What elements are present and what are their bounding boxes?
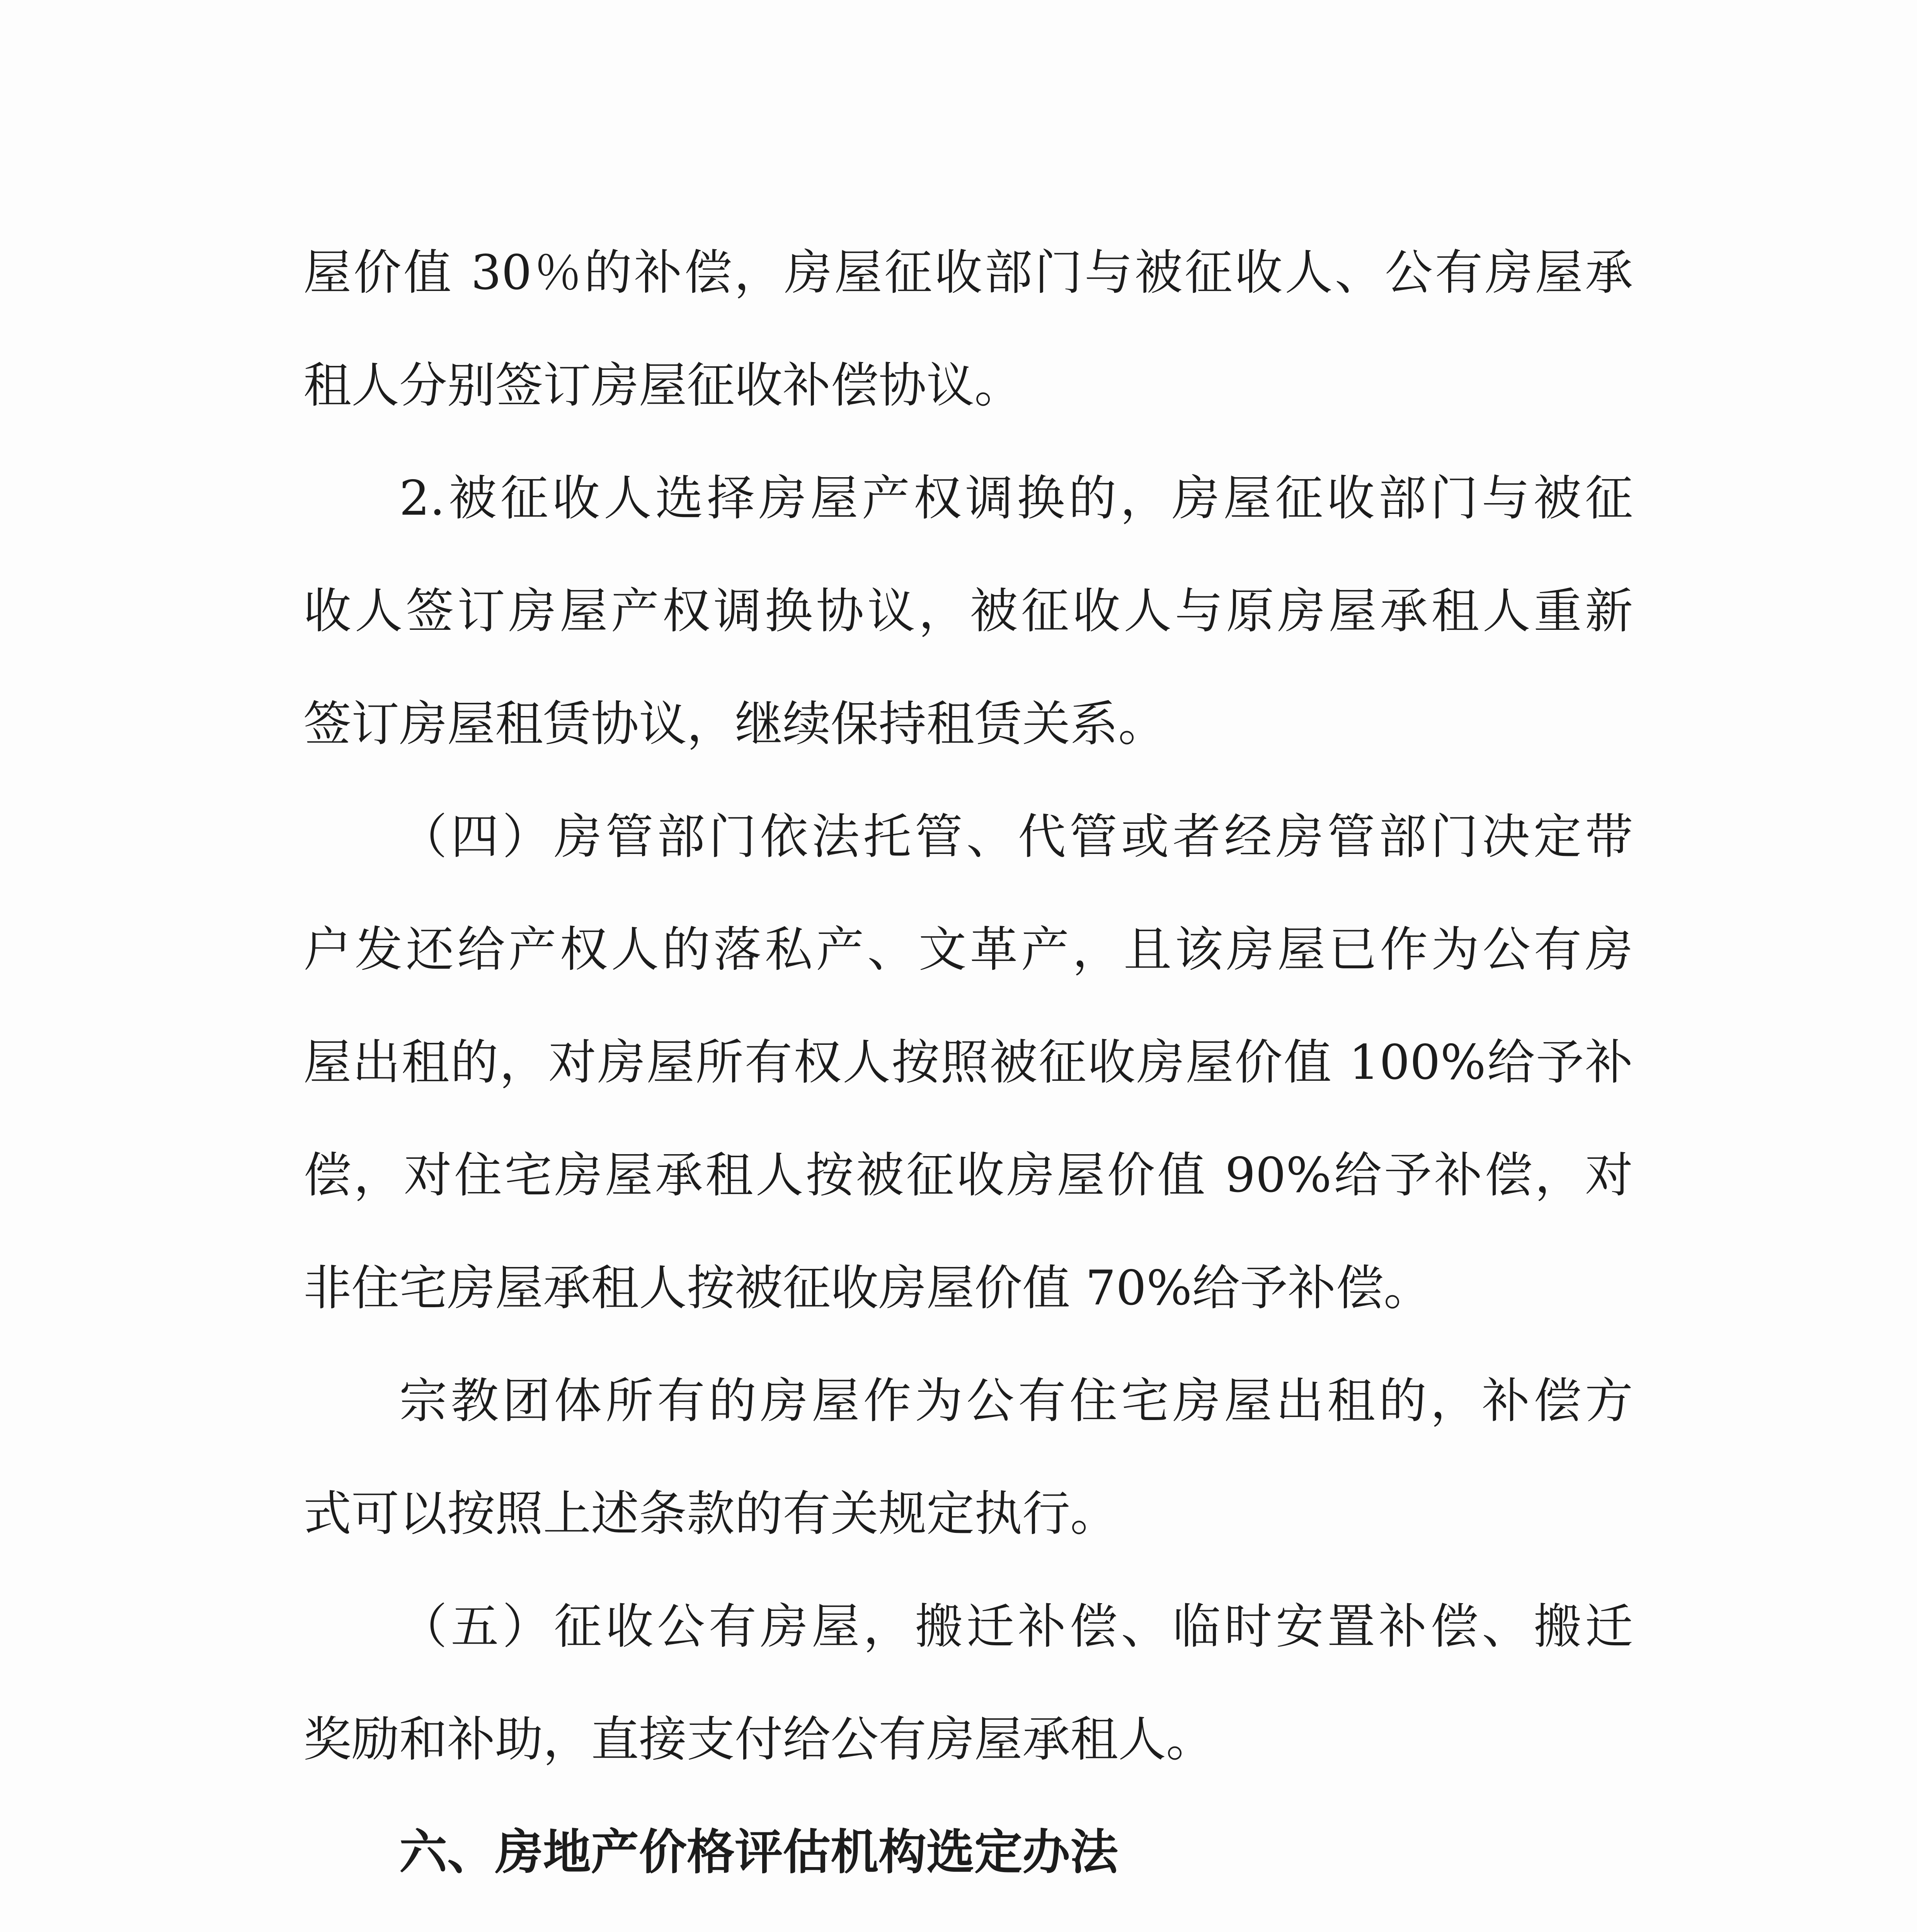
text-line: 屋价值 30％的补偿，房屋征收部门与被征收人、公有房屋承 [303, 245, 1633, 301]
text-line [303, 1909, 1633, 1932]
text-line: 租人分别签订房屋征收补偿协议。 [303, 358, 1023, 413]
text-line: 户发还给产权人的落私产、文革产，且该房屋已作为公有房 [303, 922, 1633, 978]
text-line: 签订房屋租赁协议，继续保持租赁关系。 [303, 696, 1166, 752]
text-line: 收人签订房屋产权调换协议，被征收人与原房屋承租人重新 [303, 583, 1633, 639]
text-line: 偿，对住宅房屋承租人按被征收房屋价值 90%给予补偿，对 [303, 1148, 1633, 1203]
text-line: 宗教团体所有的房屋作为公有住宅房屋出租的，补偿方 [399, 1373, 1633, 1429]
text-line: 2.被征收人选择房屋产权调换的，房屋征收部门与被征 [399, 471, 1633, 526]
text-line: 式可以按照上述条款的有关规定执行。 [303, 1486, 1119, 1542]
text-line: （四）房管部门依法托管、代管或者经房管部门决定带 [399, 809, 1633, 865]
text-line: 非住宅房屋承租人按被征收房屋价值 70%给予补偿。 [303, 1260, 1432, 1316]
text-line: 奖励和补助，直接支付给公有房屋承租人。 [303, 1712, 1214, 1767]
text-line: 屋出租的，对房屋所有权人按照被征收房屋价值 100%给予补 [303, 1035, 1633, 1090]
text-line: （五）征收公有房屋，搬迁补偿、临时安置补偿、搬迁 [399, 1599, 1633, 1655]
section-heading: 六、房地产价格评估机构选定办法 [399, 1825, 1119, 1880]
document-body [303, 216, 1633, 1932]
